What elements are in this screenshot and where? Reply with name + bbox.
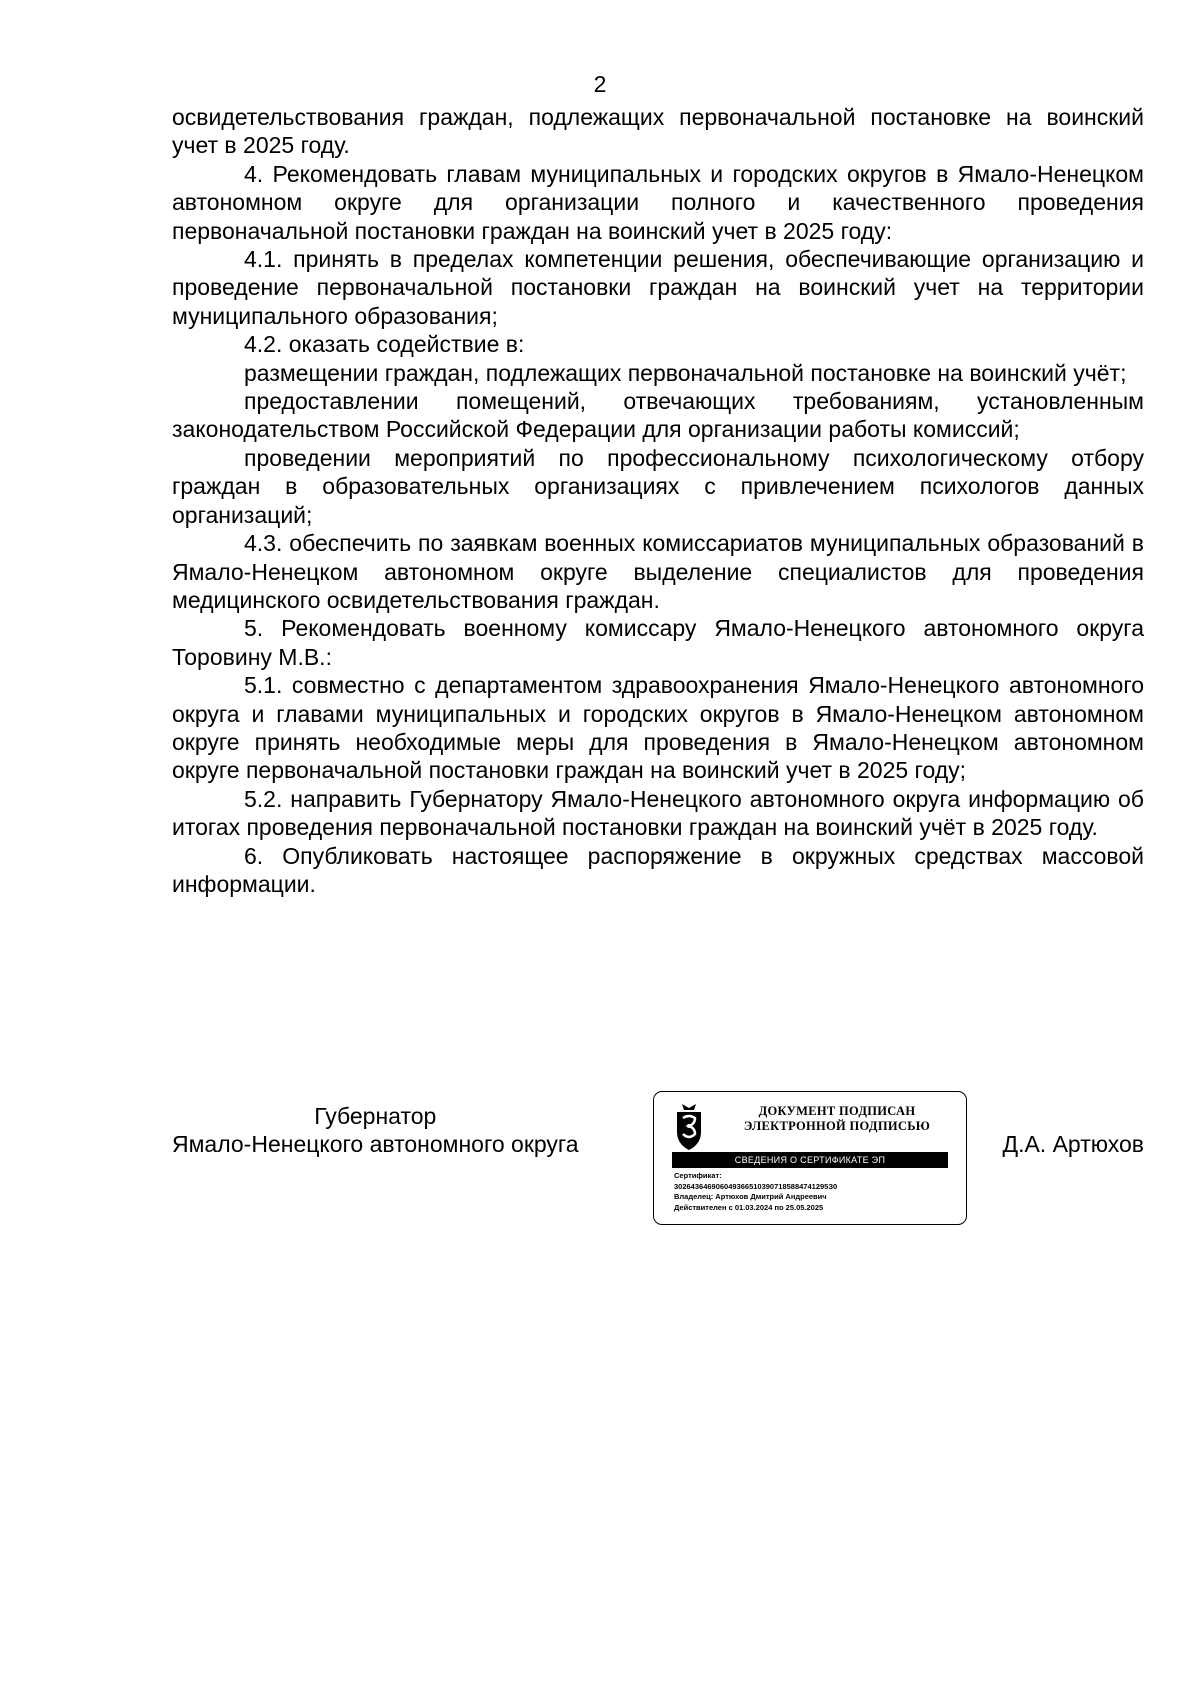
signatory-title xyxy=(172,1102,579,1159)
stamp-heading-line: ДОКУМЕНТ ПОДПИСАН xyxy=(758,1104,916,1118)
stamp-heading-line: ЭЛЕКТРОННОЙ ПОДПИСЬЮ xyxy=(743,1119,931,1133)
certificate-details xyxy=(674,1171,954,1213)
certificate-validity: Действителен с 01.03.2024 по 25.05.2025 xyxy=(674,1202,824,1212)
certificate-number: 3026436469060493665103907185884741295З0 xyxy=(674,1181,838,1191)
page-number: 2 xyxy=(593,71,607,97)
signatory-region: Ямало-Ненецкого автономного округа xyxy=(172,1131,579,1158)
paragraph: предоставлении помещений, отвечающих требованиям, установленным законодательством Российской Федерации для организации работы комиссий; xyxy=(172,388,1144,443)
paragraph: 6. Опубликовать настоящее распоряжение в окружных средствах массовой информации. xyxy=(172,842,1144,897)
signatory-name: Д.А. Артюхов xyxy=(1002,1131,1144,1157)
certificate-owner: Владелец: Артюхов Дмитрий Андреевич xyxy=(674,1192,827,1201)
paragraph: 5.2. направить Губернатору Ямало-Ненецкого автономного округа информацию об итогах проведения первоначальной постановки граждан на воинский учёт в 2025 году. xyxy=(172,785,1144,841)
coat-of-arms-icon xyxy=(672,1102,706,1152)
stamp-heading xyxy=(722,1104,952,1134)
paragraph: 4.2. оказать содействие в: xyxy=(244,331,525,358)
electronic-signature-stamp xyxy=(653,1091,967,1225)
paragraph: размещении граждан, подлежащих первоначальной постановке на воинский учёт; xyxy=(244,359,1127,386)
paragraph: 5. Рекомендовать военному комиссару Ямало-Ненецкого автономного округа Торовину М.В.: xyxy=(172,615,1144,670)
certificate-info-bar: СВЕДЕНИЯ О СЕРТИФИКАТЕ ЭП xyxy=(672,1152,948,1168)
paragraph: 5.1. совместно с департаментом здравоохранения Ямало-Ненецкого автономного округа и главами муниципальных и городских округов в Ямало-Ненецком автономном округе принять необходимые меры для проведения в Ямало-Ненецком автономном округе первоначальной постановки граждан на воинский учет в 2025 году; xyxy=(172,672,1144,784)
certificate-label: Сертификат: xyxy=(674,1171,722,1180)
document-body xyxy=(172,103,1144,898)
paragraph: проведении мероприятий по профессиональному психологическому отбору граждан в образовательных организациях с привлечением психологов данных организаций; xyxy=(172,444,1144,528)
paragraph: 4. Рекомендовать главам муниципальных и городских округов в Ямало-Ненецком автономном округе для организации полного и качественного проведения первоначальной постановки граждан на воинский учет в 2025 году: xyxy=(172,160,1144,244)
paragraph: 4.3. обеспечить по заявкам военных комиссариатов муниципальных образований в Ямало-Ненецком автономном округе выделение специалистов для проведения медицинского освидетельствования граждан. xyxy=(172,530,1144,613)
paragraph: 4.1. принять в пределах компетенции решения, обеспечивающие организацию и проведение первоначальной постановки граждан на воинский учет на территории муниципального образования; xyxy=(172,246,1144,329)
signatory-position: Губернатор xyxy=(314,1103,437,1129)
paragraph: освидетельствования граждан, подлежащих первоначальной постановке на воинский учет в 2025 году. xyxy=(172,104,1144,159)
